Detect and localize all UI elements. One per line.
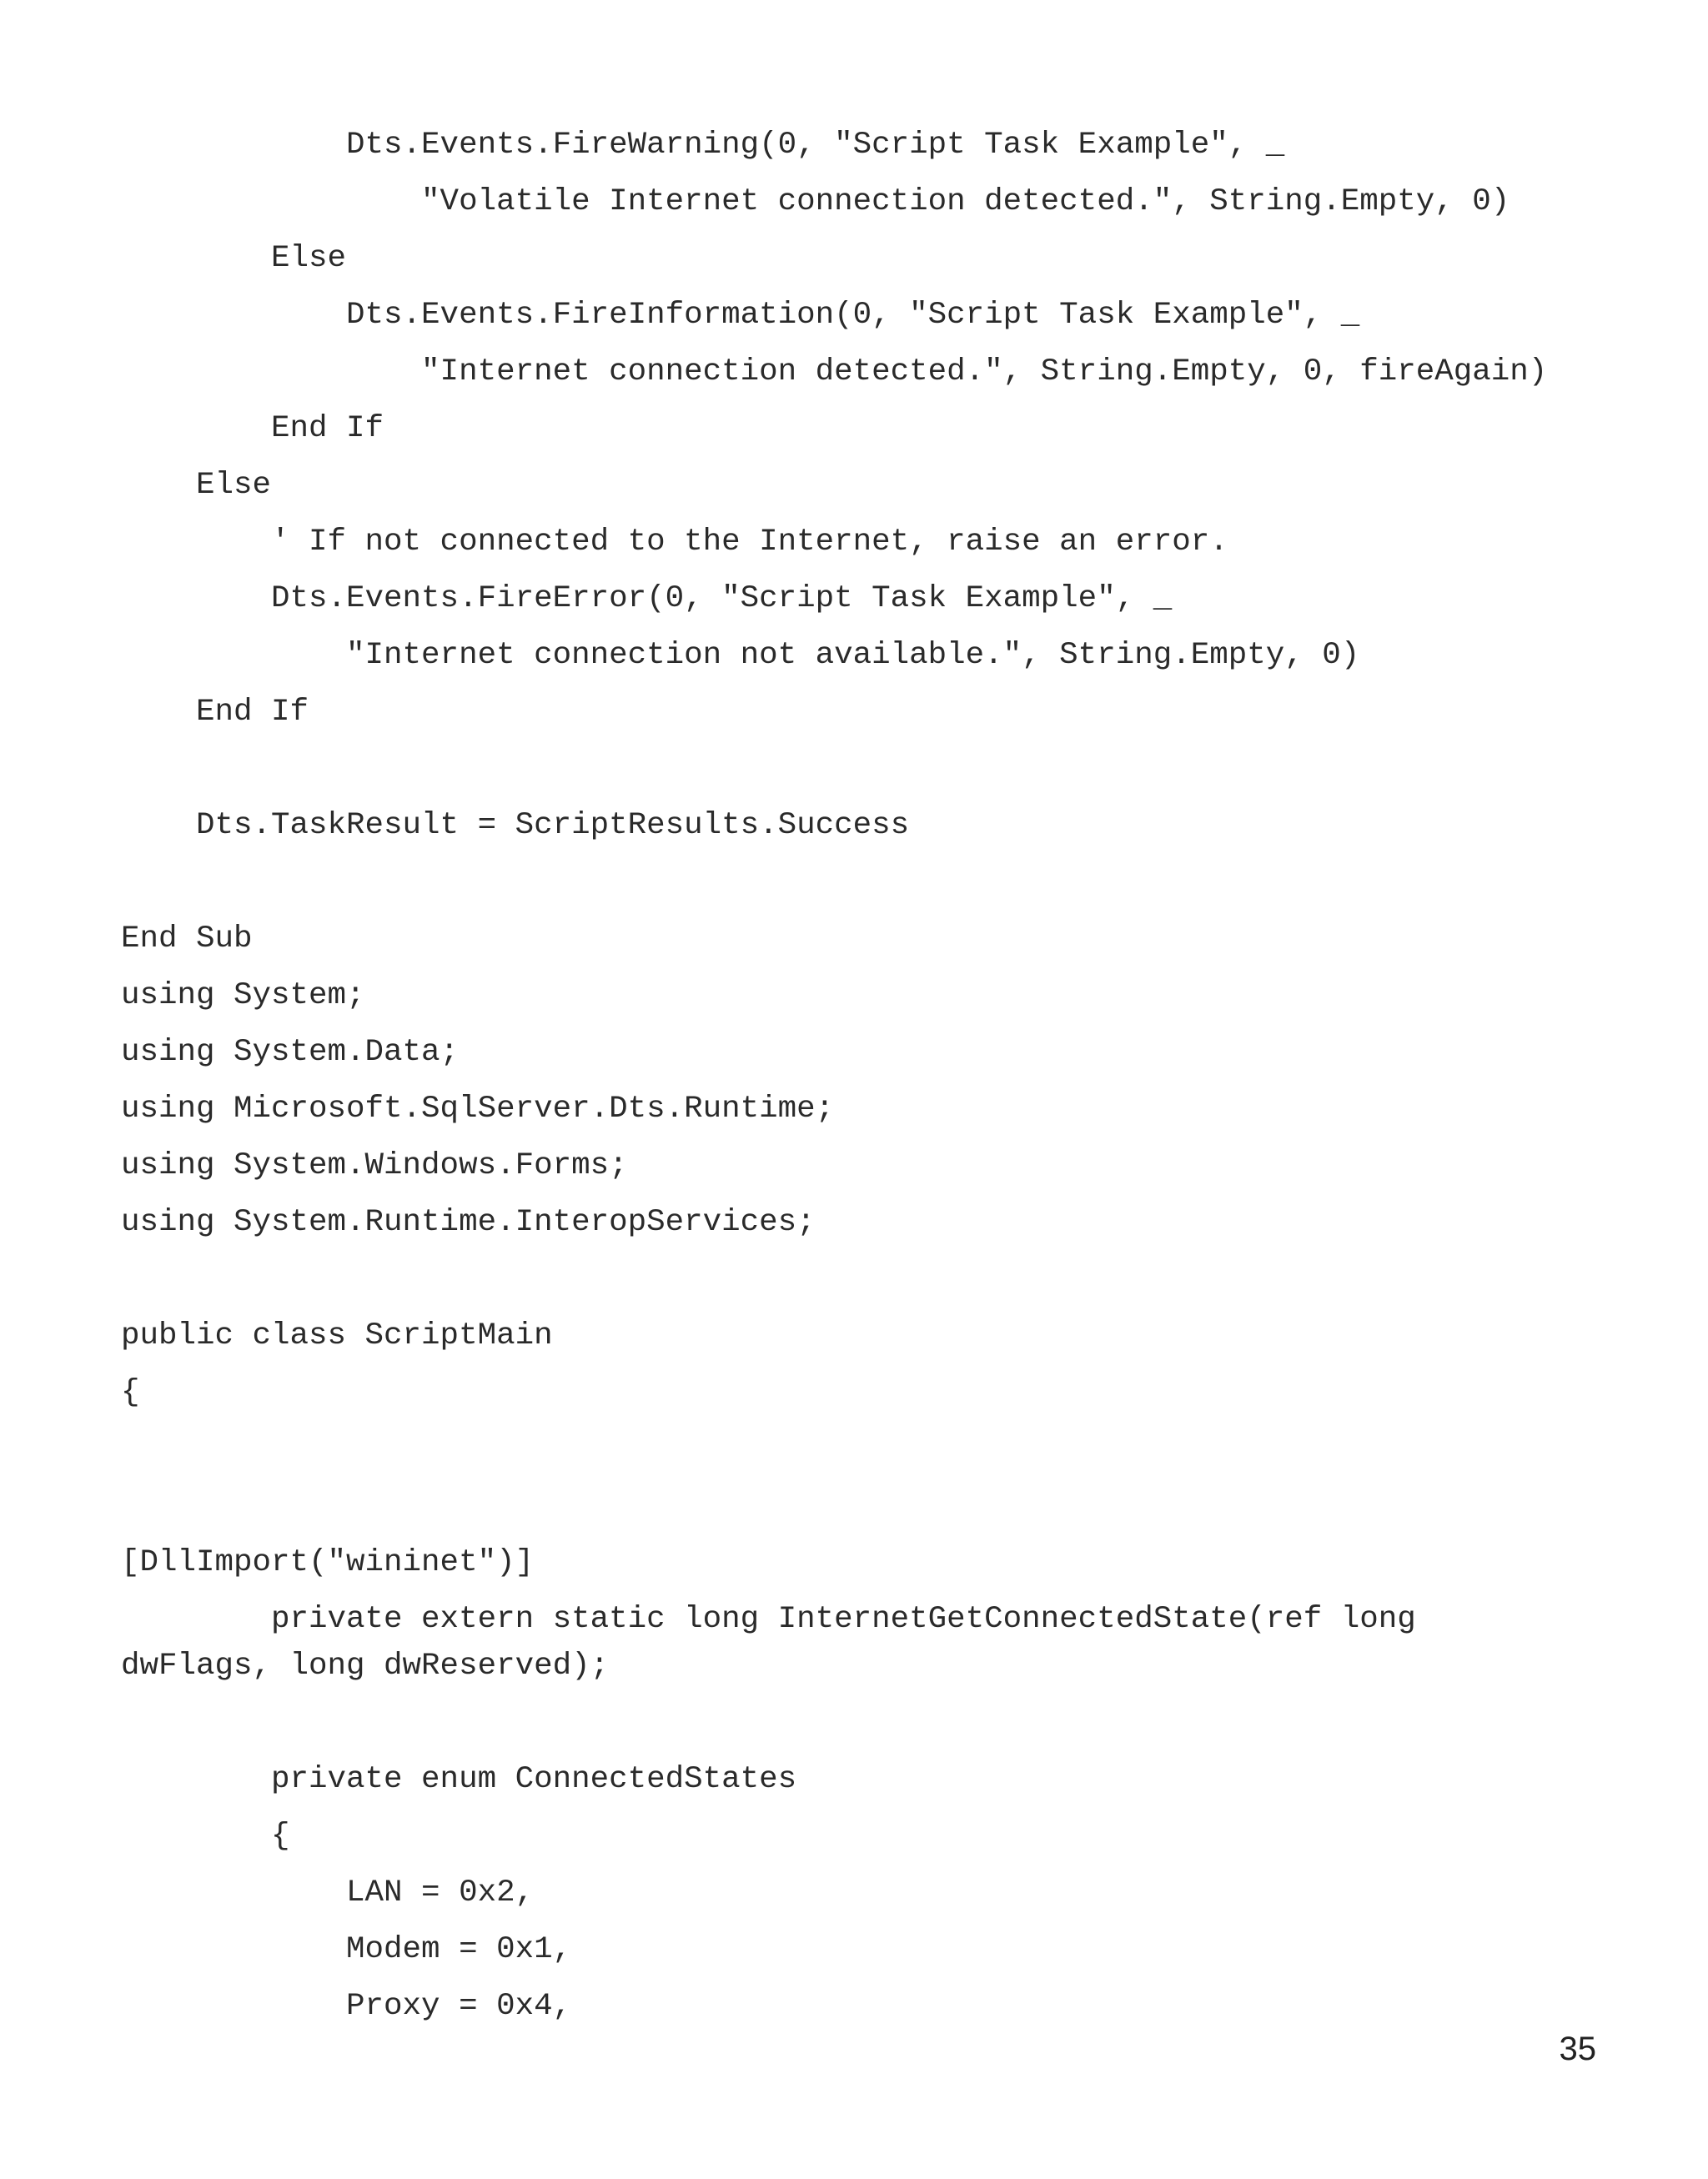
code-line: Dts.Events.FireWarning(0, "Script Task Example", _ (121, 128, 1285, 163)
code-line (121, 1421, 1547, 1478)
code-line: End If (121, 411, 384, 446)
code-line: Else (121, 468, 272, 503)
code-line: using System.Runtime.InteropServices; (121, 1205, 816, 1240)
code-line: using System.Windows.Forms; (121, 1148, 628, 1183)
code-line: private extern static long InternetGetConnectedState(ref long dwFlags, long dwReserved); (121, 1602, 1416, 1684)
code-line: Dts.Events.FireError(0, "Script Task Example", _ (121, 581, 1173, 616)
code-line: using Microsoft.SqlServer.Dts.Runtime; (121, 1092, 835, 1127)
code-line: LAN = 0x2, (121, 1875, 535, 1910)
code-line: public class ScriptMain (121, 1318, 553, 1353)
code-line (121, 1478, 1547, 1534)
code-line: private enum ConnectedStates (121, 1762, 797, 1797)
code-line: Proxy = 0x4, (121, 1989, 572, 2024)
code-line: "Internet connection not available.", String.Empty, 0) (121, 638, 1360, 673)
code-line: End Sub (121, 921, 253, 956)
code-listing (121, 117, 1547, 2035)
code-line: [DllImport("wininet")] (121, 1545, 535, 1580)
code-line (121, 741, 1547, 797)
code-line: Modem = 0x1, (121, 1932, 572, 1967)
code-line: Dts.Events.FireInformation(0, "Script Task Example", _ (121, 298, 1360, 333)
code-line: using System; (121, 978, 365, 1013)
code-line: "Internet connection detected.", String.Empty, 0, fireAgain) (121, 354, 1548, 389)
code-line: { (121, 1819, 290, 1854)
code-line: using System.Data; (121, 1035, 460, 1070)
code-line: Dts.TaskResult = ScriptResults.Success (121, 808, 910, 843)
code-line: Else (121, 241, 347, 276)
code-line (121, 854, 1547, 911)
code-line (121, 1251, 1547, 1308)
code-line: { (121, 1375, 140, 1410)
code-line: "Volatile Internet connection detected.", String.Empty, 0) (121, 184, 1510, 219)
page-number: 35 (1559, 2031, 1596, 2067)
code-line: ' If not connected to the Internet, raise an error. (121, 525, 1228, 560)
code-line (121, 1694, 1547, 1751)
code-line: End If (121, 695, 309, 730)
